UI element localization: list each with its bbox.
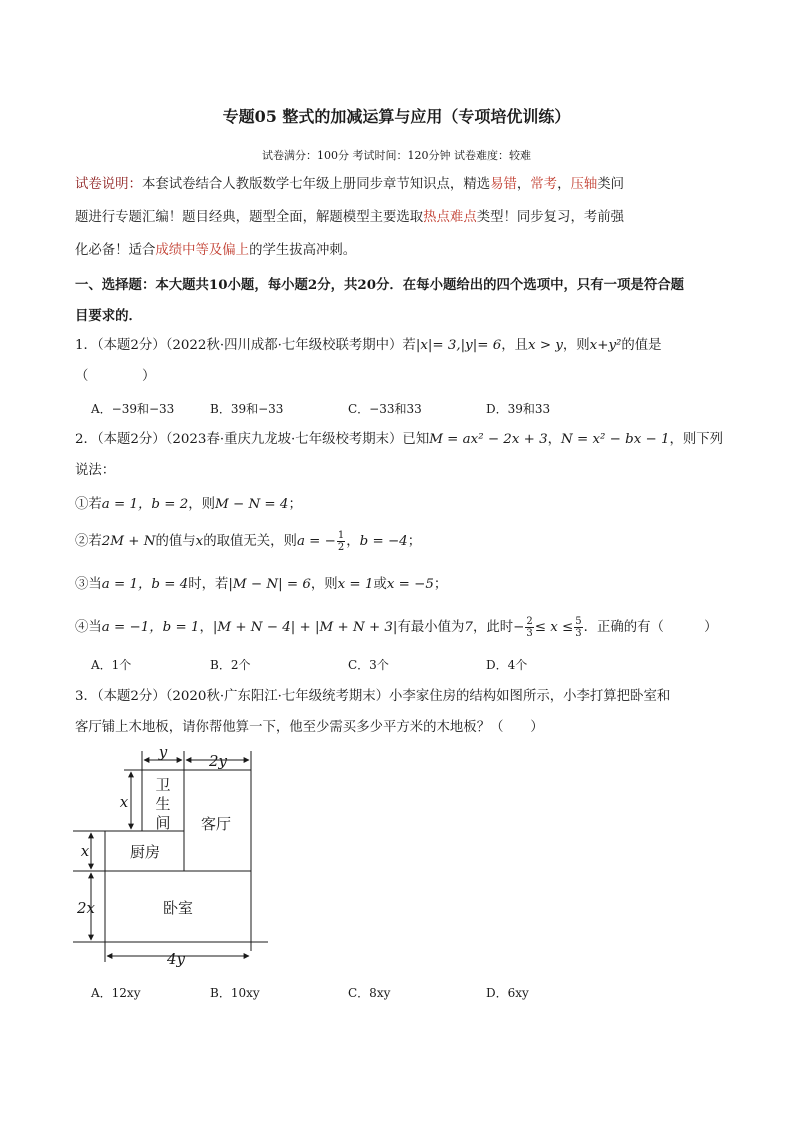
q1-text: ，则	[562, 338, 590, 353]
label-2x: 2x	[76, 899, 96, 917]
label-living-room: 客厅	[200, 815, 232, 833]
label-x: x	[80, 842, 90, 860]
q1-option-d[interactable]: D．39和33	[486, 402, 551, 416]
label-y: y	[158, 743, 168, 761]
q2-text: 时，若	[188, 577, 229, 592]
intro-text: ，	[557, 177, 571, 192]
question-2-stem-2: 说法：	[75, 463, 116, 478]
q2-text: 2．（本题2分）（2023春·重庆九龙坡·七年级校考期末）已知	[75, 432, 430, 447]
label-x-top: x	[119, 793, 129, 811]
q2-text: 的取值无关，则	[203, 534, 297, 549]
q2-math: x	[195, 534, 204, 549]
q2-option-b[interactable]: B．2个	[210, 658, 251, 672]
intro-text: ，	[516, 177, 531, 192]
intro-highlight: 易错	[490, 177, 517, 192]
q2-text: ②若	[75, 534, 102, 549]
q2-text: ，此时	[472, 620, 514, 635]
intro-text: 类问	[597, 177, 625, 192]
q2-text: ；	[288, 497, 302, 512]
q2-option-a[interactable]: A．1个	[91, 658, 132, 672]
q2-text: ，则下列	[669, 432, 724, 447]
q2-expression-m: M = ax² − 2x + 3	[429, 432, 548, 447]
q2-text: ③当	[75, 577, 102, 592]
q2-math: 7	[464, 620, 473, 635]
exam-meta: 试卷满分：100分 考试时间：120分钟 试卷难度：较难	[262, 149, 531, 162]
q2-math: a = −	[296, 534, 336, 549]
fraction-numerator: 1	[337, 530, 345, 541]
label-4y: 4y	[166, 950, 186, 968]
q2-text: ①若	[75, 497, 102, 512]
q2-math: |M + N − 4| + |M + N + 3|	[212, 620, 398, 635]
label-2y: 2y	[208, 752, 228, 770]
q2-option-c[interactable]: C．3个	[348, 658, 389, 672]
question-1-blank: （ ）	[75, 369, 156, 384]
q1-option-a[interactable]: A．−39和−33	[91, 402, 175, 416]
q2-text: 的值与	[155, 534, 196, 549]
q2-text: ；	[433, 577, 448, 592]
q2-math: a = 1，b = 2	[101, 497, 189, 512]
q1-text: 的值是	[621, 338, 662, 353]
q2-math: a = −1，b = 1	[101, 620, 200, 635]
q2-text: ，则	[310, 577, 338, 592]
q1-text: ，且	[501, 338, 529, 353]
q2-text: ，	[346, 534, 360, 549]
intro-text: 类型！同步复习，考前强	[476, 210, 625, 225]
q2-expression-n: N = x² − bx − 1	[561, 432, 670, 447]
q3-option-b[interactable]: B．10xy	[210, 986, 260, 1000]
q2-text: ，	[199, 620, 213, 635]
intro-highlight: 压轴	[570, 177, 598, 192]
q2-math: x = −5	[386, 577, 434, 592]
intro-text: 题进行专题汇编！题目经典，题型全面，解题模型主要选取	[75, 210, 424, 225]
q2-math: |M − N| = 6	[228, 577, 311, 592]
q1-option-c[interactable]: C．−33和33	[348, 402, 422, 416]
intro-highlight: 常考	[530, 177, 558, 192]
section-header-line-2: 目要求的．	[75, 308, 142, 324]
label-bathroom-1: 卫	[155, 776, 171, 794]
q2-text: ；	[407, 534, 422, 549]
q2-math: M − N = 4	[215, 497, 289, 512]
intro-label: 试卷说明：	[75, 177, 142, 192]
q2-text: ，则	[188, 497, 216, 512]
q2-math: ≤ x ≤	[534, 620, 574, 635]
q3-option-c[interactable]: C．8xy	[348, 986, 391, 1000]
q1-condition: |x|= 3,|y|= 6	[415, 338, 502, 353]
fraction-numerator: 5	[575, 616, 582, 627]
intro-text: 本套试卷结合人教版数学七年级上册同步章节知识点，精选	[141, 177, 491, 192]
q2-math: x = 1	[337, 577, 374, 592]
question-3-stem-2: 客厅铺上木地板，请你帮他算一下，他至少需买多少平方米的木地板？（ ）	[75, 720, 544, 735]
label-bedroom: 卧室	[162, 899, 194, 917]
label-kitchen: 厨房	[129, 843, 161, 861]
fraction-denominator: 3	[526, 628, 533, 639]
q3-option-d[interactable]: D．6xy	[486, 986, 529, 1000]
intro-text: 化必备！适合	[75, 243, 156, 258]
intro-text: 的学生拔高冲刺。	[249, 243, 357, 258]
q2-math: b = −4	[359, 534, 408, 549]
intro-highlight: 成绩中等及偏上	[155, 243, 250, 258]
fraction-denominator: 2	[337, 542, 345, 553]
q2-text: 或	[373, 577, 387, 592]
section-header-line-1: 一、选择题：本大题共10小题，每小题2分，共20分．在每小题给出的四个选项中，只有一项是符合题	[75, 277, 684, 293]
q2-option-d[interactable]: D．4个	[486, 658, 528, 672]
q2-text: ，	[547, 432, 562, 447]
q1-text: 1．（本题2分）（2022秋·四川成都·七年级校联考期中）若	[75, 338, 416, 353]
q1-expression: x+y²	[589, 338, 622, 353]
q1-condition: x > y	[528, 338, 563, 353]
q1-option-b[interactable]: B．39和−33	[210, 402, 284, 416]
q2-math: a = 1，b = 4	[101, 577, 189, 592]
q2-text: ．正确的有（ ）	[583, 620, 718, 635]
q2-text: ④当	[75, 620, 102, 635]
label-bathroom-2: 生	[155, 795, 171, 813]
q2-math: 2M + N	[101, 534, 156, 549]
fraction-numerator: 2	[526, 616, 533, 627]
question-3-stem: 3．（本题2分）（2020秋·广东阳江·七年级统考期末）小李家住房的结构如图所示，小李打算把卧室和	[75, 689, 671, 704]
q2-text: 有最小值为	[397, 620, 465, 635]
fraction-denominator: 3	[575, 628, 582, 639]
intro-highlight: 热点难点	[423, 210, 477, 225]
q3-option-a[interactable]: A．12xy	[91, 986, 141, 1000]
page-title: 专题05 整式的加减运算与应用（专项培优训练）	[222, 107, 571, 126]
label-bathroom-3: 间	[155, 814, 171, 832]
q2-math: −	[513, 620, 525, 635]
